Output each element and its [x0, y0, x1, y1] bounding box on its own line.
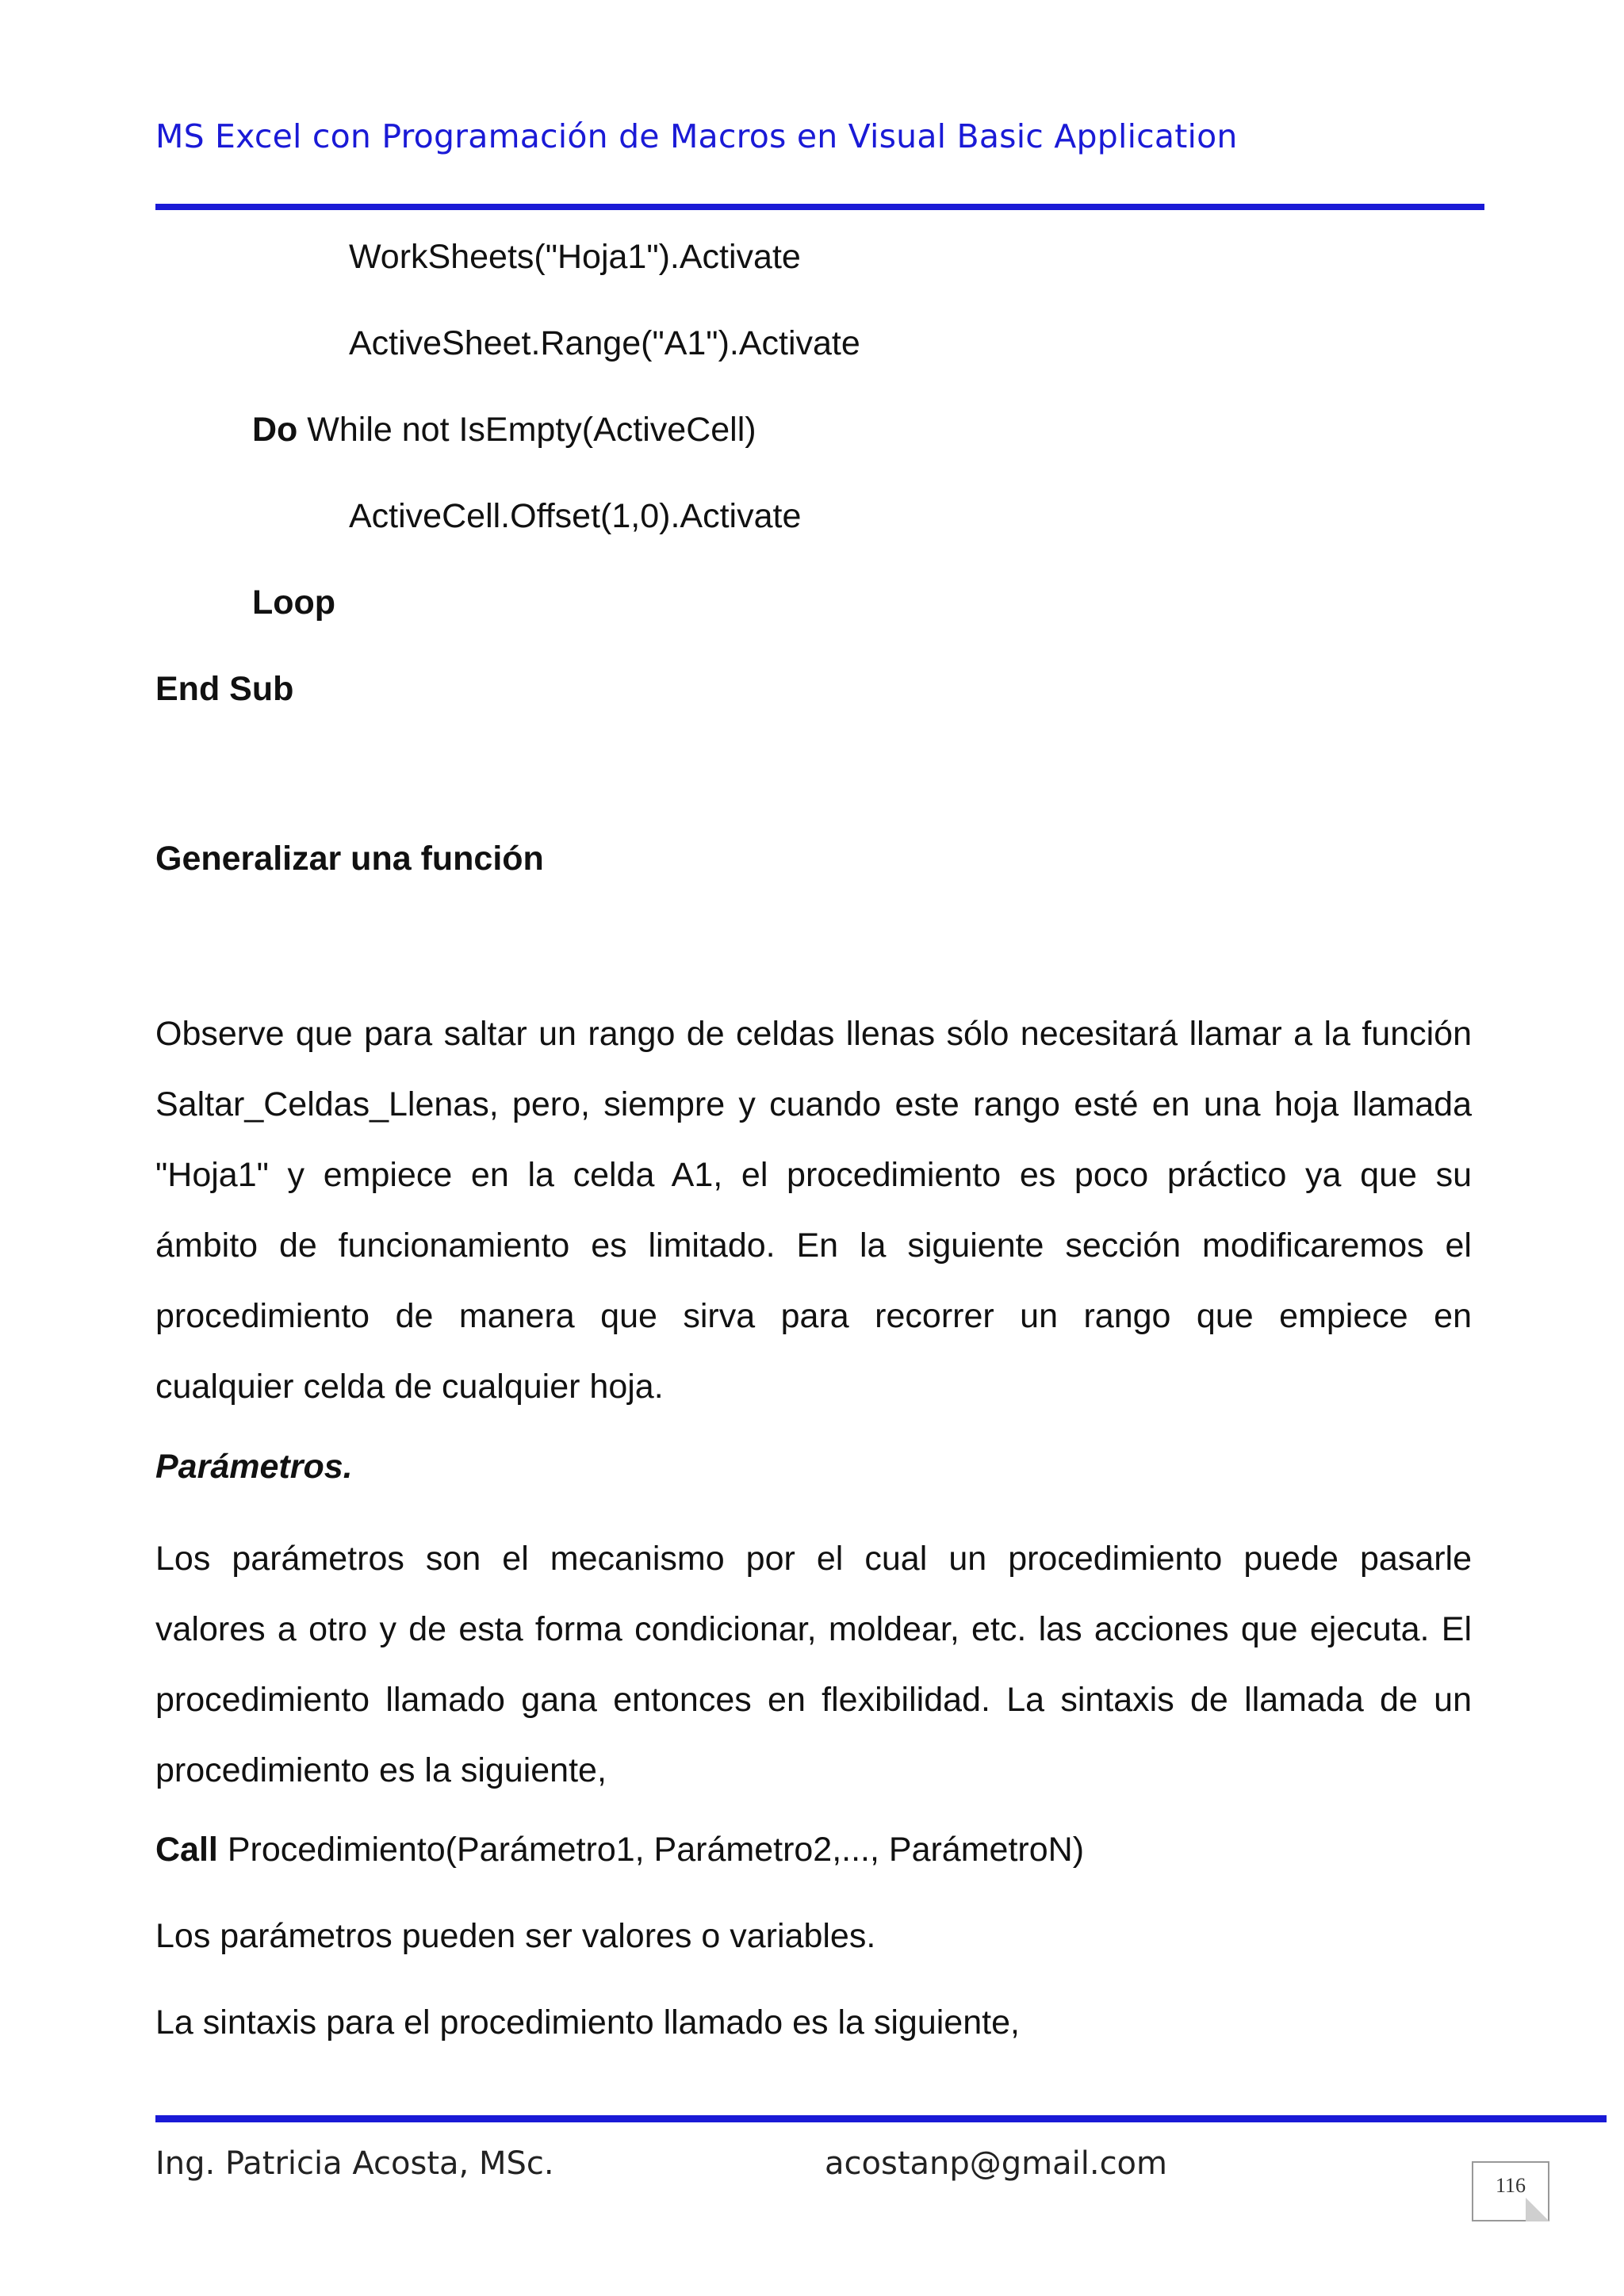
page-curl-icon — [1526, 2198, 1549, 2221]
code-line: WorkSheets("Hoja1").Activate — [349, 238, 801, 276]
header-divider — [155, 204, 1484, 210]
code-line — [252, 408, 756, 452]
paragraph-line: cualquier celda de cualquier hoja. — [155, 1368, 664, 1406]
code-keyword: Do — [252, 411, 298, 449]
paragraph-line: procedimiento llamado gana entonces en flexibilidad. La sintaxis de llamada de un — [155, 1681, 1472, 1719]
code-line: ActiveCell.Offset(1,0).Activate — [349, 497, 802, 535]
code-text: While not IsEmpty(ActiveCell) — [297, 411, 756, 449]
paragraph-line: Observe que para saltar un rango de celdas llenas sólo necesitará llamar a la función — [155, 1015, 1472, 1053]
paragraph-line: Saltar_Celdas_Llenas, pero, siempre y cuando este rango esté en una hoja llamada — [155, 1085, 1472, 1123]
page-number: 116 — [1495, 2174, 1526, 2197]
paragraph-line: "Hoja1" y empiece en la celda A1, el procedimiento es poco práctico ya que su — [155, 1156, 1472, 1194]
subsection-heading: Parámetros. — [155, 1448, 353, 1486]
paragraph-line: procedimiento de manera que sirva para recorrer un rango que empiece en — [155, 1297, 1472, 1335]
call-syntax-line — [155, 1827, 1084, 1872]
text-line: Los parámetros pueden ser valores o variables. — [155, 1917, 876, 1955]
header-title: MS Excel con Programación de Macros en Visual Basic Application — [155, 117, 1238, 155]
code-keyword: Call — [155, 1831, 218, 1869]
code-line: ActiveSheet.Range("A1").Activate — [349, 324, 860, 362]
section-heading: Generalizar una función — [155, 840, 544, 878]
footer-author: Ing. Patricia Acosta, MSc. — [155, 2145, 554, 2182]
page-number-badge — [1472, 2161, 1549, 2221]
paragraph-line: ámbito de funcionamiento es limitado. En la siguiente sección modificaremos el — [155, 1226, 1472, 1265]
paragraph — [155, 999, 1472, 1422]
paragraph — [155, 1524, 1472, 1806]
footer-divider — [155, 2115, 1607, 2122]
code-keyword-loop: Loop — [252, 584, 336, 622]
paragraph-line: valores a otro y de esta forma condicionar, moldear, etc. las acciones que ejecuta. El — [155, 1610, 1472, 1648]
code-keyword-end-sub: End Sub — [155, 670, 294, 708]
paragraph-line: Los parámetros son el mecanismo por el cual un procedimiento puede pasarle — [155, 1540, 1472, 1578]
text-line: La sintaxis para el procedimiento llamado es la siguiente, — [155, 2003, 1020, 2042]
code-text: Procedimiento(Parámetro1, Parámetro2,..., ParámetroN) — [217, 1831, 1085, 1869]
footer-email: acostanp@gmail.com — [825, 2145, 1167, 2182]
paragraph-line: procedimiento es la siguiente, — [155, 1751, 607, 1789]
